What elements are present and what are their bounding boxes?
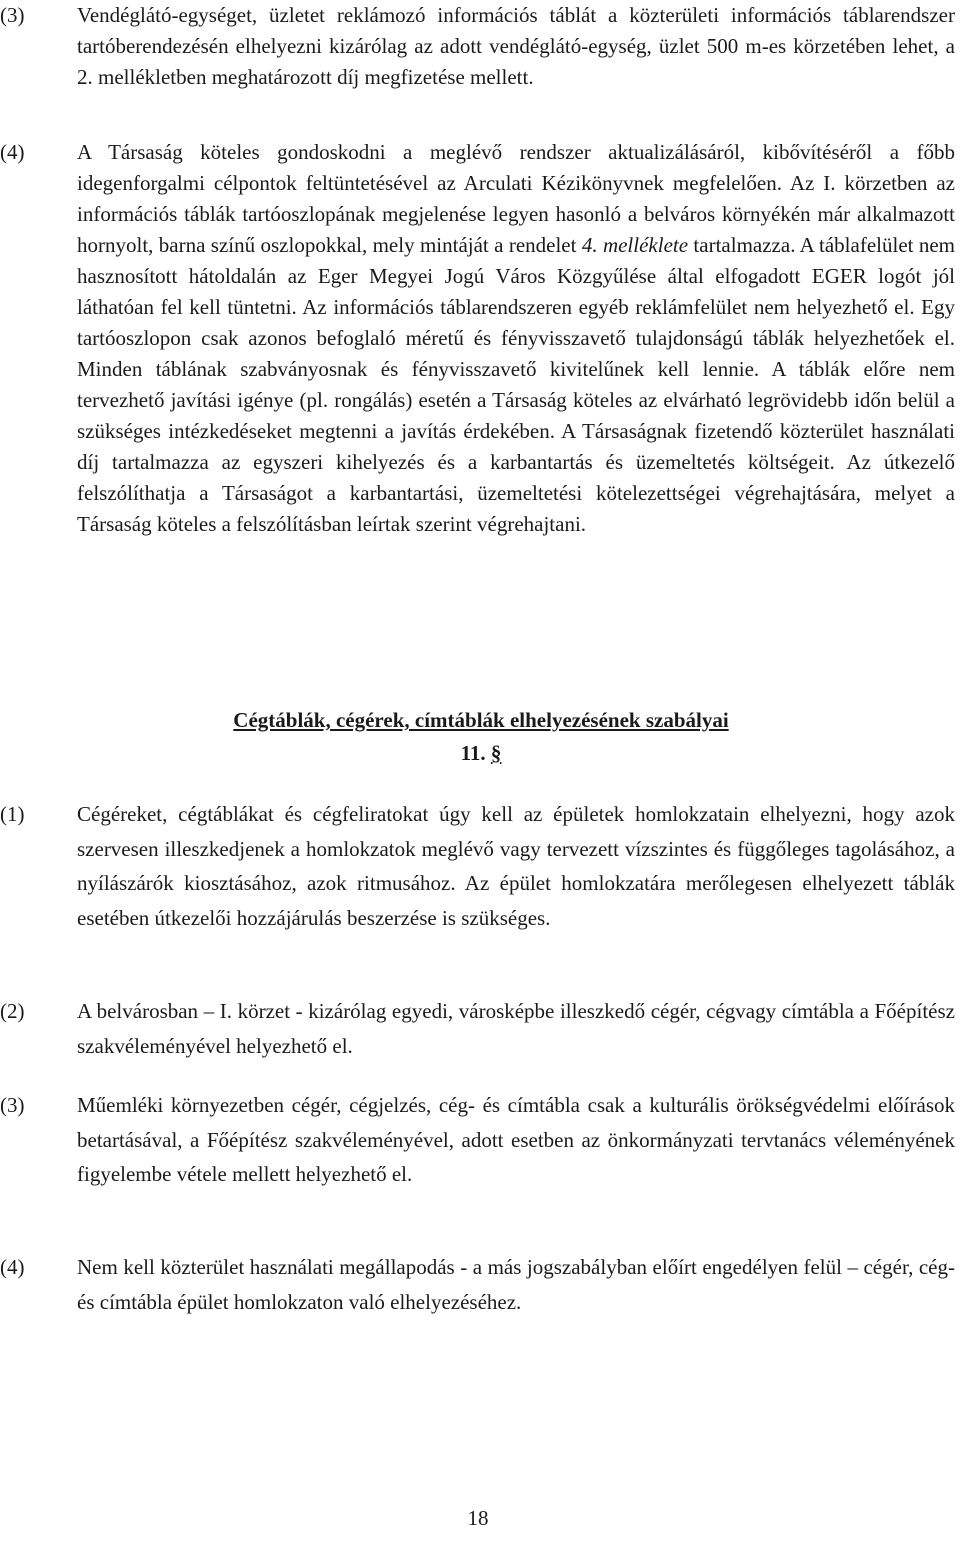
- paragraph-4-top: [0, 137, 956, 540]
- paragraph-1: [0, 797, 956, 935]
- paragraph-number: (2): [0, 999, 25, 1023]
- paragraph-number: (3): [0, 3, 25, 27]
- section-heading: Cégtáblák, cégérek, címtáblák elhelyezésének szabályai: [233, 708, 729, 732]
- paragraph-3-top: [0, 0, 956, 93]
- paragraph-text-part: A Társaság köteles gondoskodni a meglévő rendszer aktualizálásáról, kibővítéséről a főbb idegenforgalmi célpontok feltüntetésével az Arculati Kézikönyvnek megfelelően. Az I. körzetben az információs táblák tartóoszlopának megjelenése legyen hasonló a belváros környékén már alkalmazott hornyolt, barna színű oszlopokkal, mely mintáját a rendelet: [77, 140, 955, 257]
- paragraph-text: Műemléki környezetben cégér, cégjelzés, cég- és címtábla csak a kulturális örökségvédelmi előírások betartásával, a Főépítész szakvéleményével, adott esetben az önkormányzati tervtanács véleményének figyelembe vétele mellett helyezhető el.: [77, 1093, 955, 1186]
- paragraph-number: (3): [0, 1093, 25, 1117]
- paragraph-text: A belvárosban – I. körzet - kizárólag egyedi, városképbe illeszkedő cégér, cégvagy címtábla a Főépítész szakvéleményével helyezhető el.: [77, 999, 955, 1058]
- page-number: 18: [467, 1506, 489, 1530]
- paragraph-text-part: tartalmazza. A táblafelület nem hasznosított hátoldalán az Eger Megyei Jogú Város Közgyűlése által elfogadott EGER logót jól láthatóan fel kell tüntetni. Az információs táblarendszeren egyéb reklámfelület nem helyezhető el. Egy tartóoszlopon csak azonos befoglaló méretű és fényvisszavető tulajdonságú táblák helyezhetőek el. Minden táblának szabványosnak és fényvisszavető kivitelűnek kell lennie. A táblák előre nem tervezhető javítási igénye (pl. rongálás) esetén a Társaság köteles az elvárható legrövidebb időn belül a szükséges intézkedéseket megtenni a javítás érdekében. A Társaságnak fizetendő közterület használati díj tartalmazza az egyszeri kihelyezés és a karbantartás és üzemeltetés költségeit. Az útkezelő felszólíthatja a Társaságot a karbantartási, üzemeltetési kötelezettségei végrehajtására, melyet a Társaság köteles a felszólításban leírtak szerint végrehajtani.: [77, 233, 956, 536]
- paragraph-number: (4): [0, 140, 25, 164]
- paragraph-4: [0, 1250, 956, 1319]
- section-sign: §: [490, 741, 502, 765]
- paragraph-text: Nem kell közterület használati megállapodás - a más jogszabályban előírt engedélyen felül – cégér, cég- és címtábla épület homlokzaton való elhelyezéséhez.: [77, 1255, 955, 1314]
- section-number: [77, 737, 885, 769]
- paragraph-text: [77, 137, 955, 540]
- paragraph-3: [0, 1088, 956, 1192]
- paragraph-number: (4): [0, 1255, 25, 1279]
- paragraph-2: [0, 994, 956, 1063]
- paragraph-text: Cégéreket, cégtáblákat és cégfeliratokat úgy kell az épületek homlokzatain elhelyezni, hogy azok szervesen illeszkedjenek a homlokzatok meglévő vagy tervezett vízszintes és függőleges tagolásához, a nyílászárók kiosztásához, azok ritmusához. Az épület homlokzatára merőlegesen elhelyezett táblák esetében útkezelői hozzájárulás beszerzése is szükséges.: [77, 802, 955, 930]
- paragraph-text-italic: 4. melléklete: [581, 233, 689, 257]
- paragraph-text: Vendéglátó-egységet, üzletet reklámozó információs táblát a közterületi információs táblarendszer tartóberendezésén elhelyezni kizárólag az adott vendéglátó-egység, üzlet 500 m-es körzetében lehet, a 2. mellékletben meghatározott díj megfizetése mellett.: [77, 3, 955, 89]
- paragraph-number: (1): [0, 802, 25, 826]
- section-number-text: 11.: [460, 741, 486, 765]
